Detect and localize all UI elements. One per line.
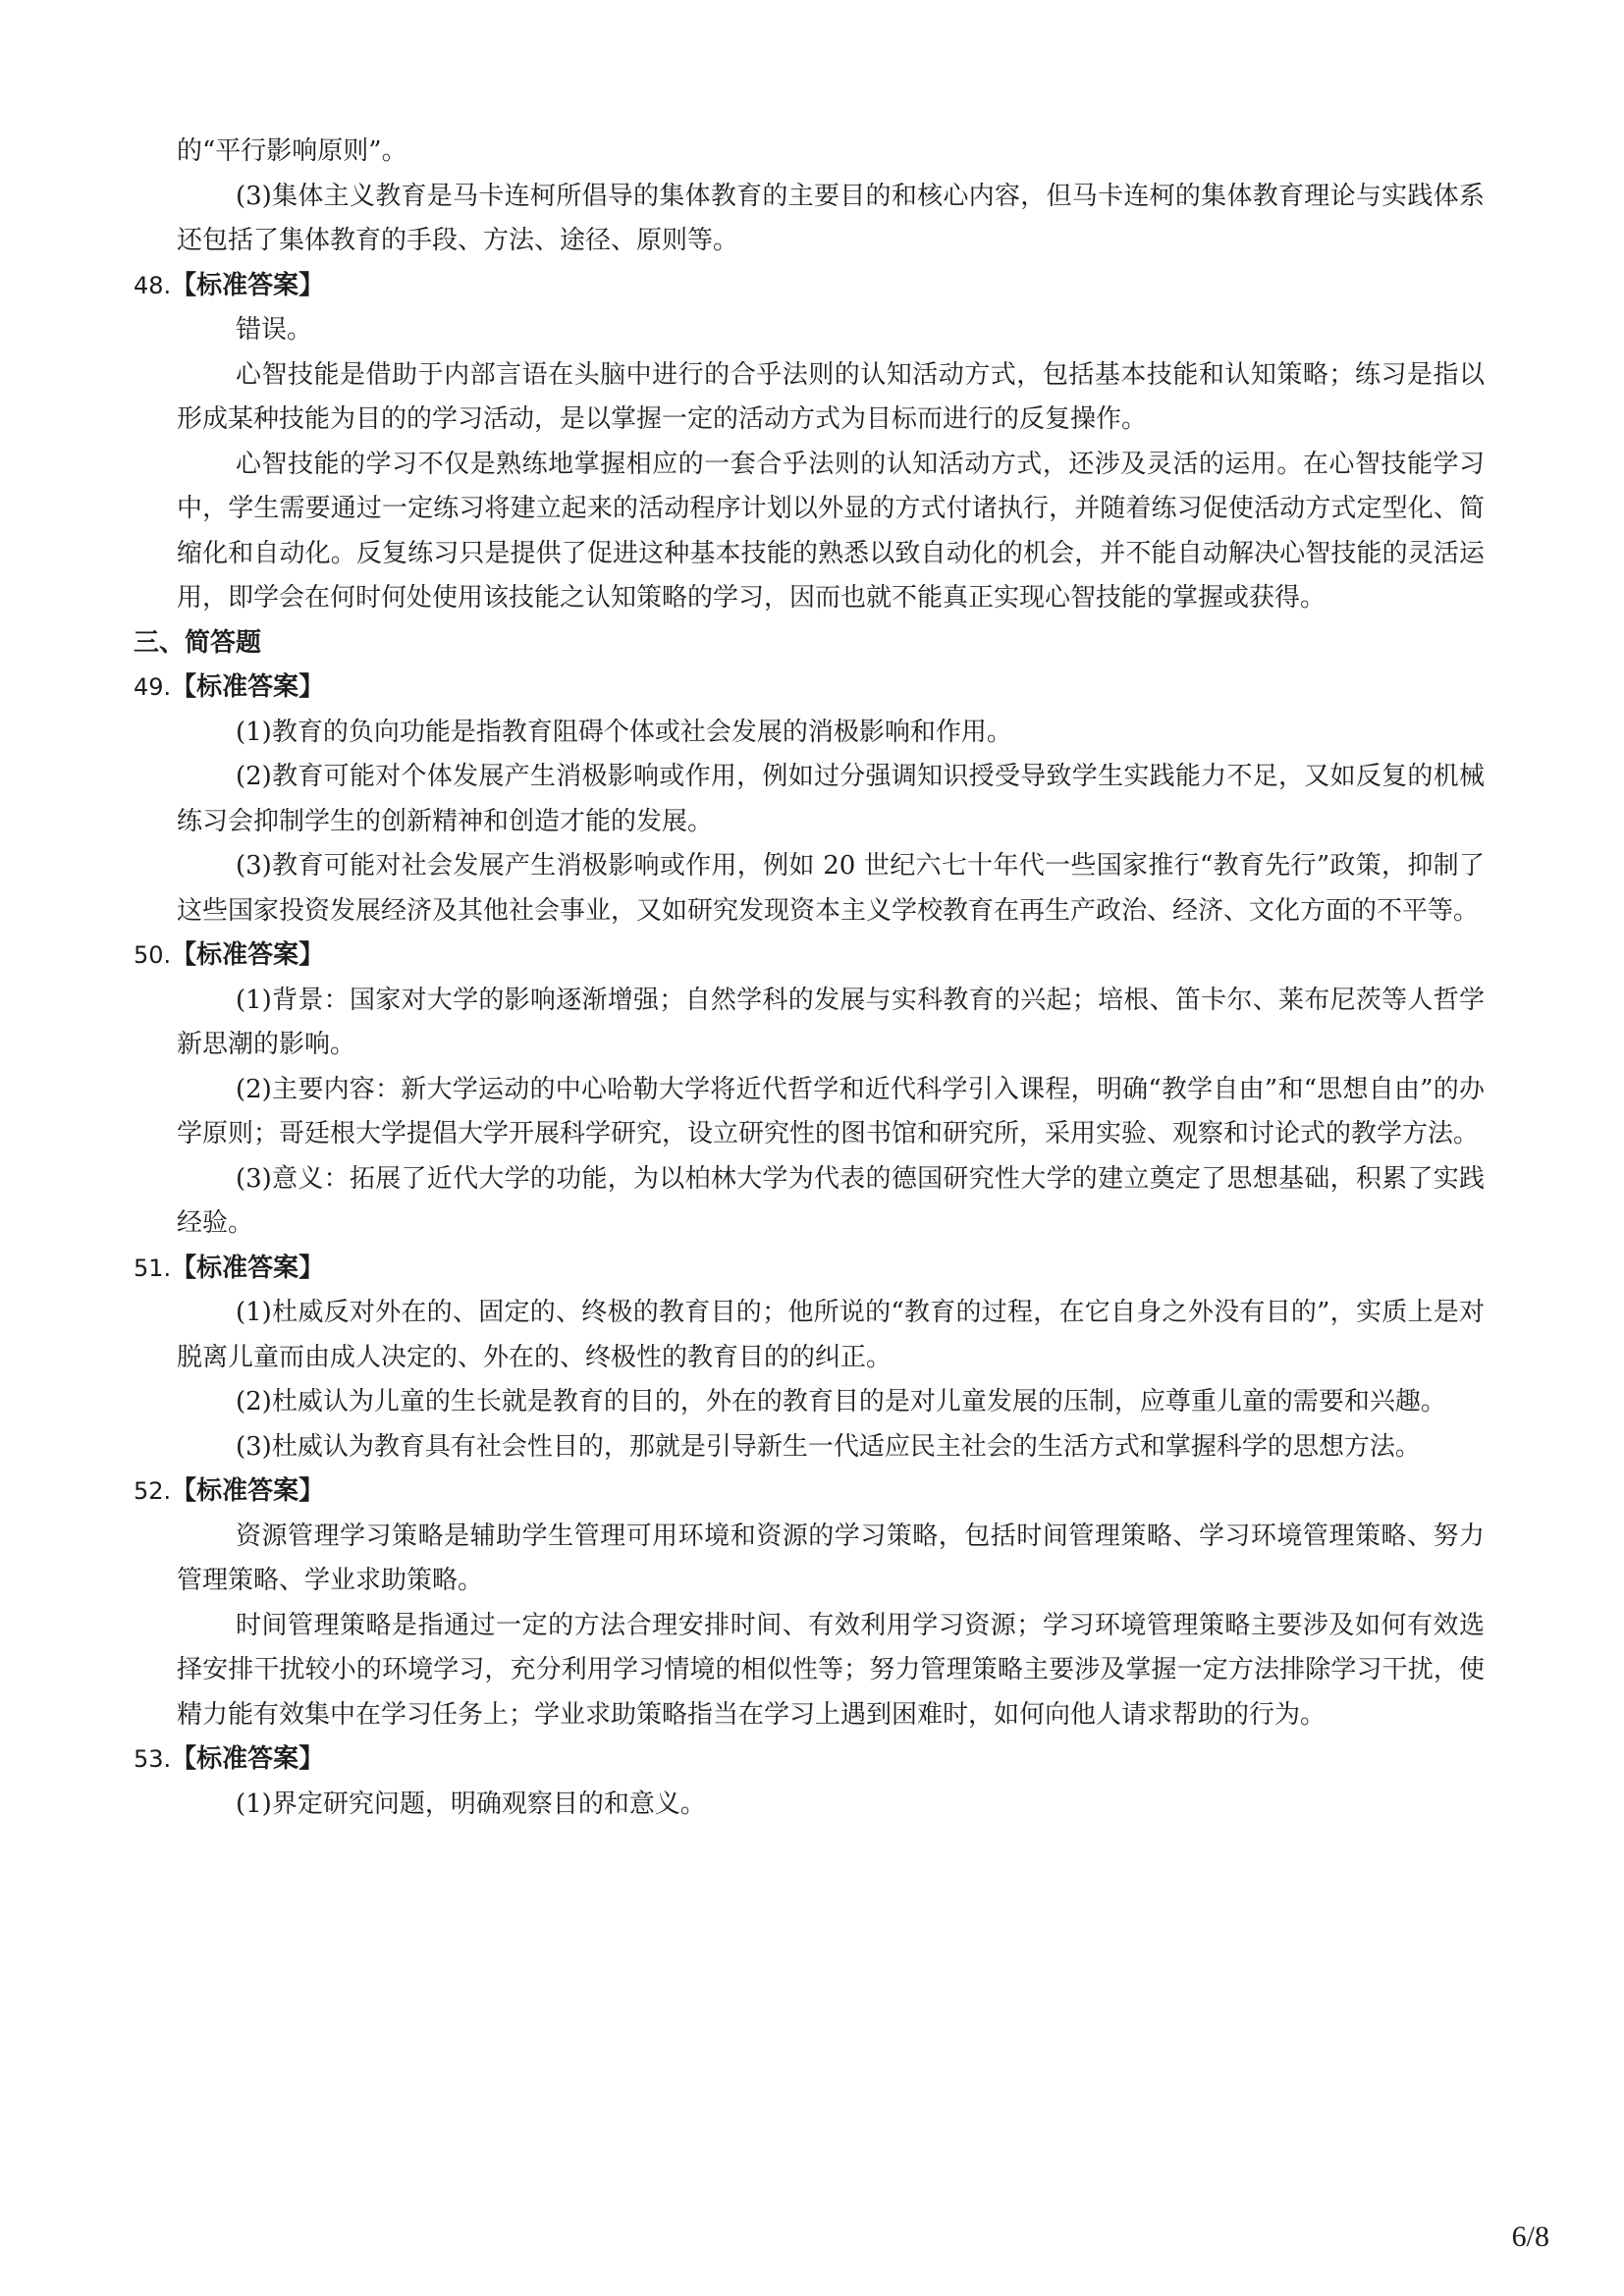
answer-heading [134, 1247, 1485, 1292]
paragraph: (3)集体主义教育是马卡连柯所倡导的集体教育的主要目的和核心内容，但马卡连柯的集体教育理论与实践体系还包括了集体教育的手段、方法、途径、原则等。 [177, 181, 1485, 255]
section-heading: 三、简答题 [134, 627, 262, 658]
paragraph: (1)杜威反对外在的、固定的、终极的教育目的；他所说的“教育的过程，在它自身之外没有目的”，实质上是对脱离儿童而由成人决定的、外在的、终极性的教育目的的纠正。 [177, 1298, 1485, 1372]
paragraph: (2)杜威认为儿童的生长就是教育的目的，外在的教育目的是对儿童发展的压制，应尊重儿童的需要和兴趣。 [236, 1387, 1446, 1416]
answer-label: 【标准答案】 [171, 270, 325, 300]
question-number: 48. [134, 271, 172, 299]
paragraph: (3)意义：拓展了近代大学的功能，为以柏林大学为代表的德国研究性大学的建立奠定了思想基础，积累了实践经验。 [177, 1163, 1485, 1238]
question-number: 51. [134, 1254, 172, 1282]
answer-label: 【标准答案】 [171, 1744, 325, 1774]
answer-heading [134, 264, 1485, 309]
document-content [134, 130, 1485, 1827]
paragraph: 心智技能是借助于内部言语在头脑中进行的合乎法则的认知活动方式，包括基本技能和认知策略；练习是指以形成某种技能为目的的学习活动，是以掌握一定的活动方式为目标而进行的反复操作。 [177, 359, 1485, 434]
answer-label: 【标准答案】 [171, 672, 325, 702]
answer-heading [134, 1469, 1485, 1515]
answer-label: 【标准答案】 [171, 1476, 325, 1506]
paragraph: 资源管理学习策略是辅助学生管理可用环境和资源的学习策略，包括时间管理策略、学习环境管理策略、努力管理策略、学业求助策略。 [177, 1521, 1485, 1595]
answer-heading [134, 934, 1485, 979]
answer-heading [134, 666, 1485, 711]
question-number: 49. [134, 673, 172, 701]
paragraph: 时间管理策略是指通过一定的方法合理安排时间、有效利用学习资源；学习环境管理策略主要涉及如何有效选择安排干扰较小的环境学习，充分利用学习情境的相似性等；努力管理策略主要涉及掌握一定方法排除学习干扰，使精力能有效集中在学习任务上；学业求助策略指当在学习上遇到困难时，如何向他人请求帮助的行为。 [177, 1610, 1485, 1730]
paragraph: (3)教育可能对社会发展产生消极影响或作用，例如 20 世纪六七十年代一些国家推行“教育先行”政策，抑制了这些国家投资发展经济及其他社会事业，又如研究发现资本主义学校教育在再生产政治、经济、文化方面的不平等。 [177, 851, 1485, 926]
paragraph: (2)教育可能对个体发展产生消极影响或作用，例如过分强调知识授受导致学生实践能力不足，又如反复的机械练习会抑制学生的创新精神和创造才能的发展。 [177, 762, 1485, 836]
paragraph: 错误。 [236, 315, 313, 345]
page-number: 6/8 [1511, 2220, 1549, 2253]
answer-heading [134, 1737, 1485, 1783]
paragraph: (2)主要内容：新大学运动的中心哈勒大学将近代哲学和近代科学引入课程，明确“教学自由”和“思想自由”的办学原则；哥廷根大学提倡大学开展科学研究，设立研究性的图书馆和研究所，采用实验、观察和讨论式的教学方法。 [177, 1074, 1485, 1148]
question-number: 52. [134, 1477, 172, 1505]
paragraph: (3)杜威认为教育具有社会性目的，那就是引导新生一代适应民主社会的生活方式和掌握科学的思想方法。 [236, 1431, 1421, 1462]
paragraph: 心智技能的学习不仅是熟练地掌握相应的一套合乎法则的认知活动方式，还涉及灵活的运用。在心智技能学习中，学生需要通过一定练习将建立起来的活动程序计划以外显的方式付诸执行，并随着练习促使活动方式定型化、简缩化和自动化。反复练习只是提供了促进这种基本技能的熟悉以致自动化的机会，并不能自动解决心智技能的灵活运用，即学会在何时何处使用该技能之认知策略的学习，因而也就不能真正实现心智技能的掌握或获得。 [177, 449, 1485, 613]
answer-label: 【标准答案】 [171, 940, 325, 970]
paragraph: 的“平行影响原则”。 [177, 136, 407, 166]
question-number: 53. [134, 1745, 172, 1773]
answer-label: 【标准答案】 [171, 1253, 325, 1283]
paragraph: (1)界定研究问题，明确观察目的和意义。 [236, 1789, 706, 1819]
paragraph: (1)背景：国家对大学的影响逐渐增强；自然学科的发展与实科教育的兴起；培根、笛卡尔、莱布尼茨等人哲学新思潮的影响。 [177, 985, 1485, 1059]
paragraph: (1)教育的负向功能是指教育阻碍个体或社会发展的消极影响和作用。 [236, 717, 1012, 747]
question-number: 50. [134, 941, 172, 969]
